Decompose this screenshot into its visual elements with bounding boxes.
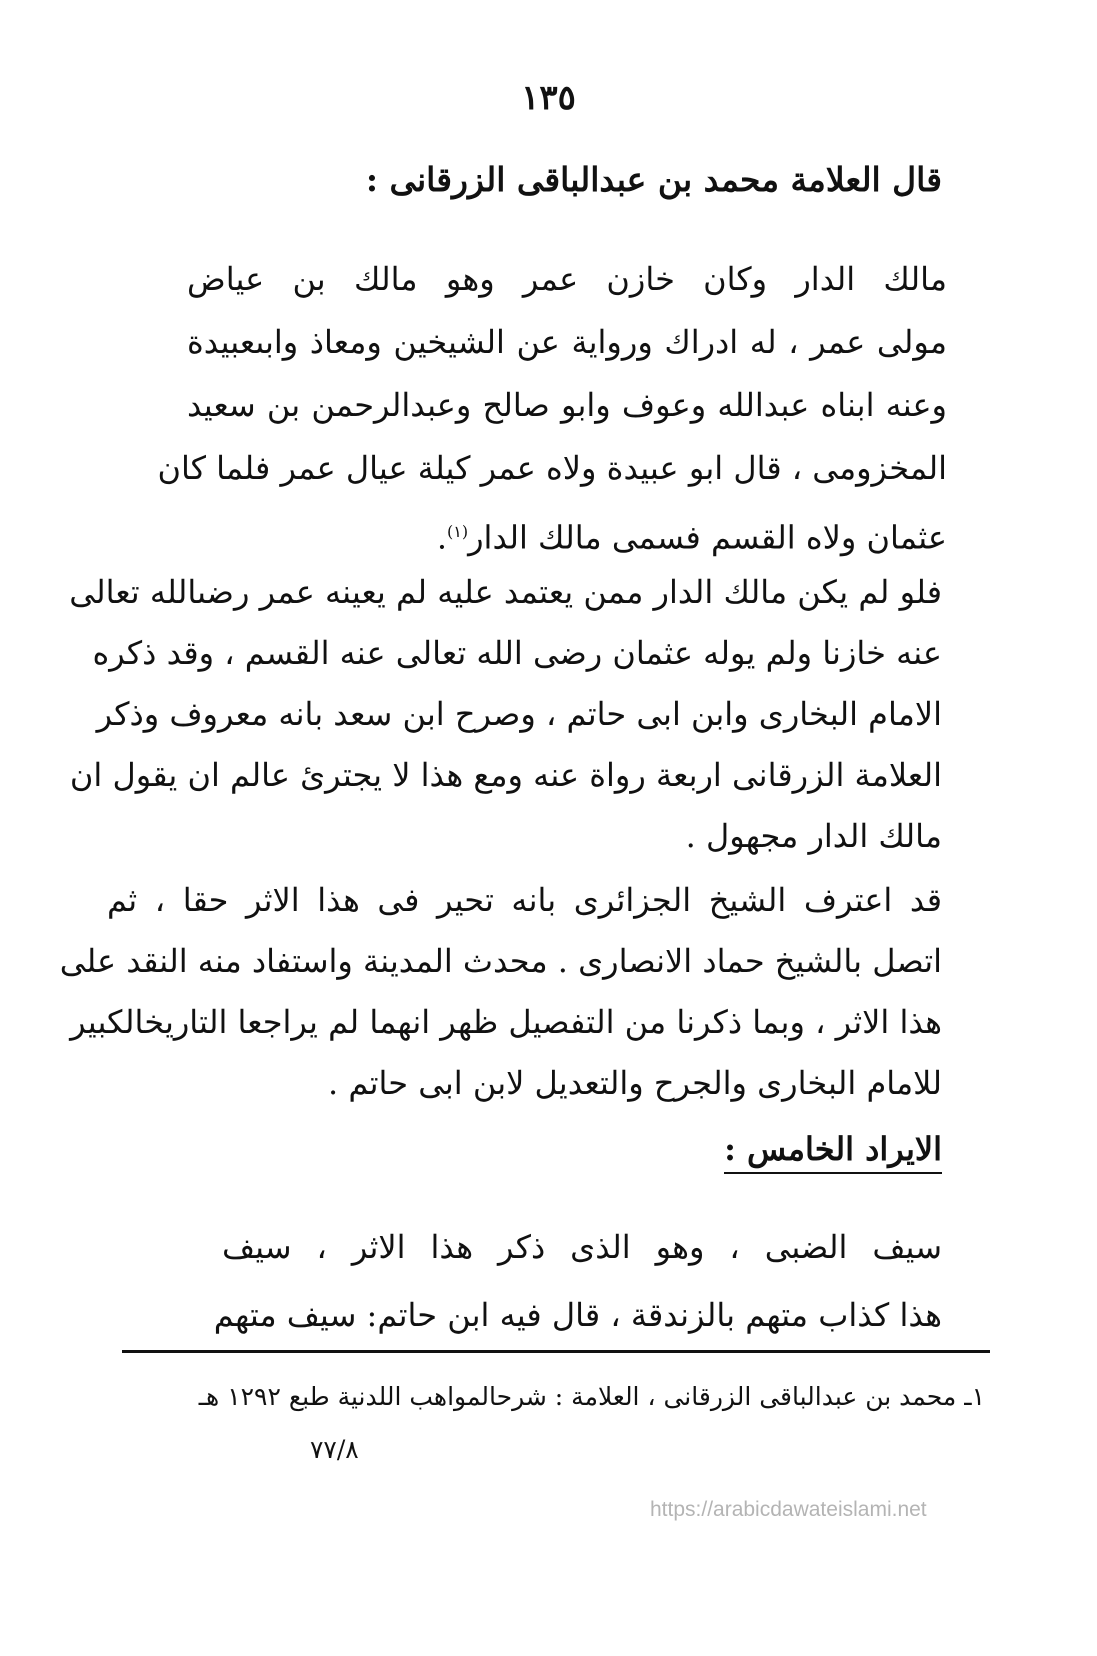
paragraph-line: العلامة الزرقانى اربعة رواة عنه ومع هذا لا يجترئ عالم ان يقول ان (69, 756, 942, 794)
footnote: ١ـ محمد بن عبدالباقى الزرقانى ، العلامة : شرحالمواهب اللدنية طبع ١٢٩٢ هـ (198, 1382, 985, 1411)
quote-line: المخزومى ، قال ابو عبيدة ولاه عمر كيلة عيال عمر فلما كان (157, 449, 947, 487)
paragraph-line: هذا كذاب متهم بالزندقة ، قال فيه ابن حاتم: سيف متهم (213, 1296, 942, 1334)
quote-line: مولى عمر ، له ادراك ورواية عن الشيخين ومعاذ وابىعبيدة (187, 323, 947, 361)
page-number: ١٣٥ (521, 78, 576, 118)
paragraph-line: قد اعترف الشيخ الجزائرى بانه تحير فى هذا الاثر حقا ، ثم (107, 881, 943, 919)
paragraph-2 (59, 870, 943, 1114)
section-heading: الايراد الخامس : (724, 1130, 942, 1174)
paragraph-line: للامام البخارى والجرح والتعديل لابن ابى حاتم . (327, 1064, 942, 1102)
paragraph-line: هذا الاثر ، وبما ذكرنا من التفصيل ظهر انهما لم يراجعا التاريخالكبير (70, 1003, 942, 1041)
quoted-passage (157, 248, 947, 570)
paragraph-line: اتصل بالشيخ حماد الانصارى . محدث المدينة واستفاد منه النقد على (59, 942, 942, 980)
quote-line: وعنه ابناه عبدالله وعوف وابو صالح وعبدالرحمن بن سعيد (187, 386, 947, 424)
quote-line: مالك الدار وكان خازن عمر وهو مالك بن عياض (187, 260, 947, 298)
quote-end-mark: . (436, 518, 447, 557)
paragraph-line: مالك الدار مجهول . (685, 817, 942, 855)
paragraph-line: عنه خازنا ولم يوله عثمان رضى الله تعالى عنه القسم ، وقد ذكره (92, 634, 942, 672)
paragraph-line: فلو لم يكن مالك الدار ممن يعتمد عليه لم يعينه عمر رضىالله تعالى (69, 573, 942, 611)
quote-line-text: عثمان ولاه القسم فسمى مالك الدار (468, 518, 947, 557)
paragraph-1 (69, 562, 942, 867)
quote-line-last (187, 500, 947, 570)
paragraph-line: سيف الضبى ، وهو الذى ذكر هذا الاثر ، سيف (222, 1228, 942, 1266)
footnote-page-ref: ٧٧/٨ (310, 1435, 359, 1464)
watermark-url: https://arabicdawateislami.net (650, 1498, 927, 1521)
paragraph-3 (213, 1213, 942, 1349)
footnote-marker: (١) (447, 522, 469, 541)
footnote-divider (122, 1350, 990, 1353)
quote-attribution-heading: قال العلامة محمد بن عبدالباقى الزرقانى : (365, 160, 942, 199)
paragraph-line: الامام البخارى وابن ابى حاتم ، وصرح ابن سعد بانه معروف وذكر (96, 695, 942, 733)
